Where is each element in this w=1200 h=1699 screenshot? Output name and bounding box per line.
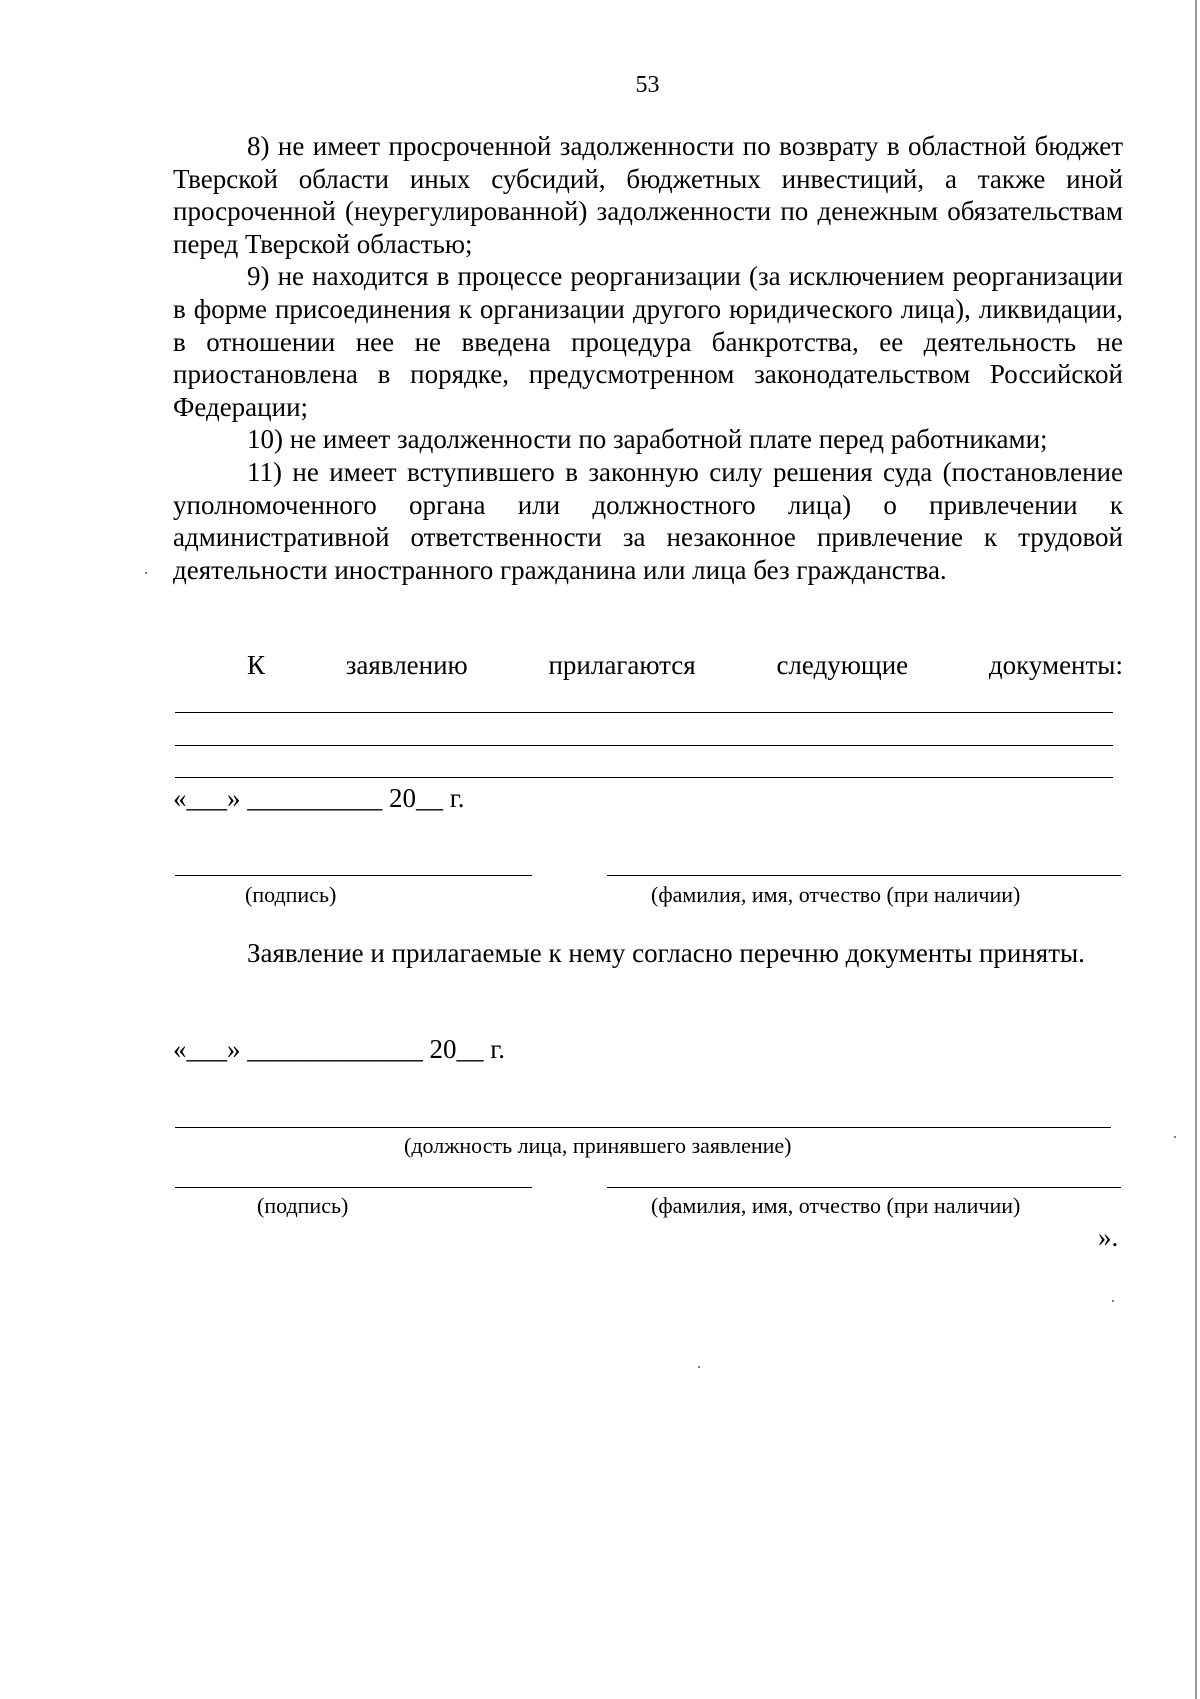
accepted-text: Заявление и прилагаемые к нему согласно перечню документы приняты. xyxy=(247,938,1085,968)
attachments-word: К xyxy=(247,650,266,680)
attachments-word: документы: xyxy=(988,650,1123,680)
applicant-date-line: «___» __________ 20__ г. xyxy=(173,783,465,813)
condition-item-10: 10) не имеет задолженности по заработной плате перед работниками; xyxy=(247,424,1048,455)
receiver-signature-line xyxy=(175,1187,532,1188)
attachments-fill-line-2 xyxy=(175,745,1113,746)
conditions-list xyxy=(173,130,1123,586)
closing-quote-mark: ». xyxy=(1098,1222,1119,1252)
position-caption: (должность лица, принявшего заявление) xyxy=(404,1133,792,1158)
condition-item-11: 11) не имеет вступившего в законную силу решения суда (постановление уполномоченного органа или должностного лица) о привлечении к административной ответственности за незаконное привлечение к трудовой деятельности иностранного гражданина или лица без гражданства. xyxy=(173,456,1123,585)
condition-item-9: 9) не находится в процессе реорганизации (за исключением реорганизации в форме присоединения к организации другого юридического лица), ликвидации, в отношении нее не введена процедура банкротства, ее деятельность не приостановлена в порядке, предусмотренном законодательством Российской Федерации; xyxy=(173,261,1123,422)
position-line xyxy=(175,1127,1111,1128)
scan-speck xyxy=(1174,1136,1176,1138)
scan-speck xyxy=(698,1366,700,1368)
receiver-fio-line xyxy=(607,1187,1121,1188)
attachments-fill-line-3 xyxy=(175,777,1113,778)
scan-speck xyxy=(145,572,147,574)
receiver-fio-caption: (фамилия, имя, отчество (при наличии) xyxy=(651,1193,1021,1218)
applicant-fio-line xyxy=(607,875,1121,876)
accepted-statement xyxy=(173,937,1123,970)
scan-speck xyxy=(1112,1300,1114,1302)
scan-edge-right xyxy=(1195,0,1197,1699)
condition-item-8: 8) не имеет просроченной задолженности по возврату в областной бюджет Тверской области иных субсидий, бюджетных инвестиций, а также иной просроченной (неурегулированной) задолженности по денежным обязательствам перед Тверской областью; xyxy=(173,131,1123,259)
attachments-fill-line-1 xyxy=(175,712,1113,713)
attachments-heading xyxy=(173,650,1123,681)
acceptance-date-line: «___» _____________ 20__ г. xyxy=(173,1034,506,1064)
attachments-word: следующие xyxy=(776,650,909,680)
receiver-signature-caption: (подпись) xyxy=(257,1193,349,1218)
attachments-word: заявлению xyxy=(345,650,468,680)
applicant-fio-caption: (фамилия, имя, отчество (при наличии) xyxy=(651,882,1021,907)
page-number: 53 xyxy=(635,72,660,98)
attachments-word: прилагаются xyxy=(548,650,696,680)
applicant-signature-line xyxy=(175,875,532,876)
applicant-signature-caption: (подпись) xyxy=(245,882,337,907)
